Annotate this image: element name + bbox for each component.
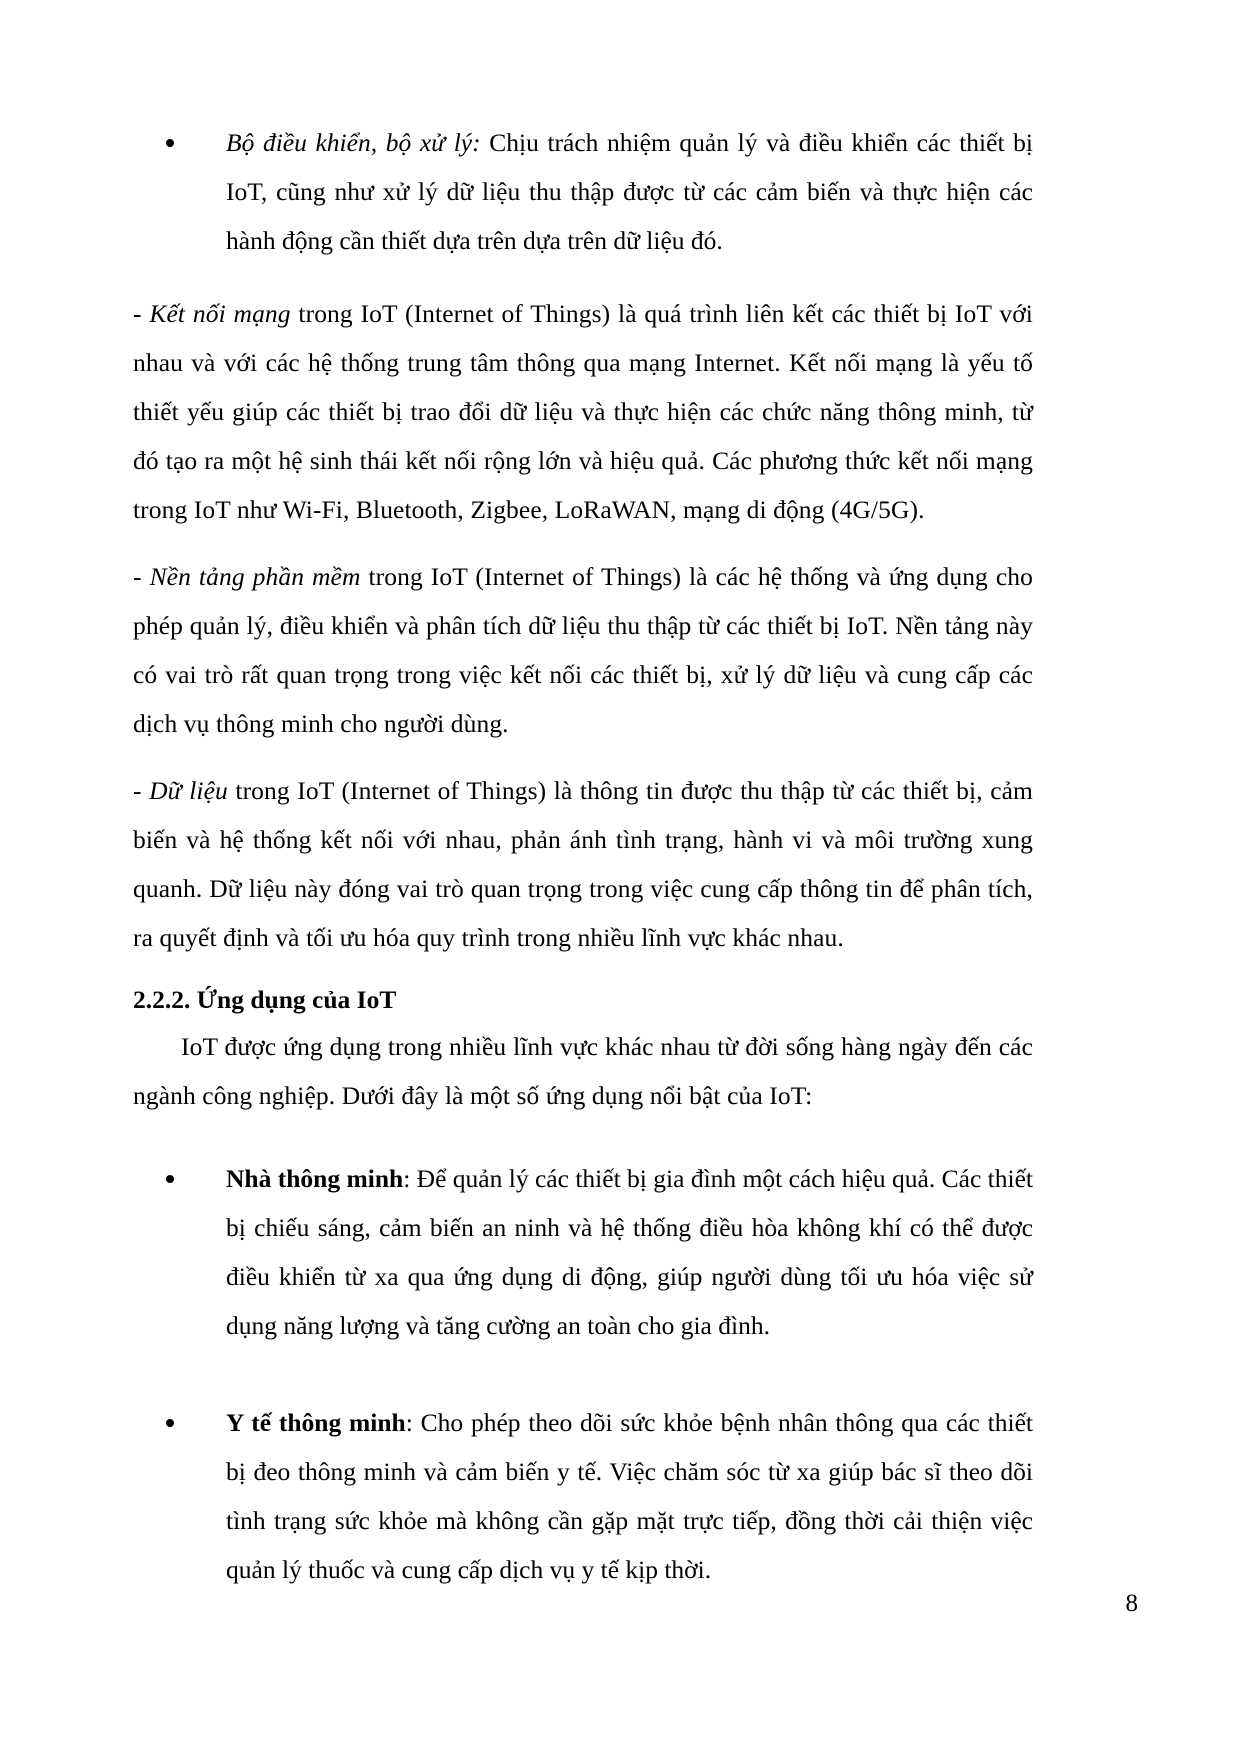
paragraph-network-connectivity xyxy=(133,289,1033,534)
paragraph-applications-intro: IoT được ứng dụng trong nhiều lĩnh vực khác nhau từ đời sống hàng ngày đến các ngành công nghiệp. Dưới đây là một số ứng dụng nổi bật của IoT: xyxy=(133,1032,1033,1110)
paragraph-term: Nền tảng phần mềm xyxy=(149,562,361,591)
paragraph-dash: - xyxy=(133,776,150,805)
bullet-dot-icon xyxy=(166,139,174,147)
list-item-term: Nhà thông minh xyxy=(226,1164,404,1193)
bullet-dot-icon xyxy=(166,1419,174,1427)
component-bullet-list xyxy=(133,118,1033,265)
spacer xyxy=(133,1358,1033,1398)
list-item xyxy=(133,1398,1033,1594)
list-item xyxy=(133,118,1033,265)
paragraph-term: Kết nối mạng xyxy=(149,299,291,328)
list-item xyxy=(133,1154,1033,1350)
section-heading-applications: 2.2.2. Ứng dụng của IoT xyxy=(133,985,397,1014)
bullet-dot-icon xyxy=(166,1175,174,1183)
page-content xyxy=(133,118,1033,1602)
paragraph-body: trong IoT (Internet of Things) là các hệ thống và ứng dụng cho phép quản lý, điều khiển và phân tích dữ liệu thu thập từ các thiết bị IoT. Nền tảng này có vai trò rất quan trọng trong việc kết nối các thiết bị, xử lý dữ liệu và cung cấp các dịch vụ thông minh cho người dùng. xyxy=(133,562,1033,738)
paragraph-dash: - xyxy=(133,299,150,328)
component-applications-list xyxy=(133,1154,1033,1594)
paragraph-body: trong IoT (Internet of Things) là quá trình liên kết các thiết bị IoT với nhau và với các hệ thống trung tâm thông qua mạng Internet. Kết nối mạng là yếu tố thiết yếu giúp các thiết bị trao đổi dữ liệu và thực hiện các chức năng thông minh, từ đó tạo ra một hệ sinh thái kết nối rộng lớn và hiệu quả. Các phương thức kết nối mạng trong IoT như Wi-Fi, Bluetooth, Zigbee, LoRaWAN, mạng di động (4G/5G). xyxy=(133,299,1033,524)
paragraph-body: trong IoT (Internet of Things) là thông tin được thu thập từ các thiết bị, cảm biến và hệ thống kết nối với nhau, phản ánh tình trạng, hành vi và môi trường xung quanh. Dữ liệu này đóng vai trò quan trọng trong việc cung cấp thông tin để phân tích, ra quyết định và tối ưu hóa quy trình trong nhiều lĩnh vực khác nhau. xyxy=(133,776,1033,952)
page-number: 8 xyxy=(1125,1590,1138,1617)
paragraph-dash: - xyxy=(133,562,150,591)
list-item-text: : Cho phép theo dõi sức khỏe bệnh nhân thông qua các thiết bị đeo thông minh và cảm biến y tế. Việc chăm sóc từ xa giúp bác sĩ theo dõi tình trạng sức khỏe mà không cần gặp mặt trực tiếp, đồng thời cải thiện việc quản lý thuốc và cung cấp dịch vụ y tế kịp thời. xyxy=(226,1408,1033,1584)
paragraph-data xyxy=(133,766,1033,962)
list-item-term: Bộ điều khiển, bộ xử lý: xyxy=(226,128,481,157)
paragraph-software-platform xyxy=(133,552,1033,748)
paragraph-term: Dữ liệu xyxy=(149,776,228,805)
spacer xyxy=(133,273,1033,289)
list-item-text: : Để quản lý các thiết bị gia đình một cách hiệu quả. Các thiết bị chiếu sáng, cảm biến an ninh và hệ thống điều hòa không khí có thể được điều khiển từ xa qua ứng dụng di động, giúp người dùng tối ưu hóa việc sử dụng năng lượng và tăng cường an toàn cho gia đình. xyxy=(226,1164,1033,1340)
list-item-text: Chịu trách nhiệm quản lý và điều khiển các thiết bị IoT, cũng như xử lý dữ liệu thu thập được từ các cảm biến và thực hiện các hành động cần thiết dựa trên dựa trên dữ liệu đó. xyxy=(226,128,1033,255)
list-item-term: Y tế thông minh xyxy=(226,1408,406,1437)
spacer xyxy=(133,1138,1033,1154)
